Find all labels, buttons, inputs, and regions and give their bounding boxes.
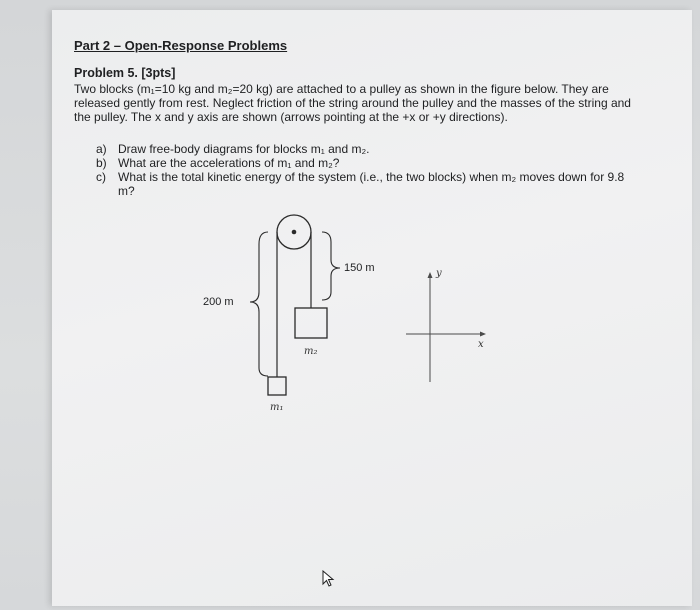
- block-m2: [295, 308, 327, 338]
- mouse-cursor-icon: [322, 570, 336, 588]
- problem-statement: Two blocks (m₁=10 kg and m₂=20 kg) are attached to a pulley as shown in the figure below. They are released gently from rest. Neglect friction of the string around the pulley and the masses of the string and the pulley. The x and y axis are shown (arrows pointing at the +x or +y directions).: [74, 82, 631, 124]
- label-150m: 150 m: [344, 262, 375, 274]
- block-m1: [268, 377, 286, 395]
- question-label: a): [96, 142, 107, 156]
- problem-title: Problem 5. [3pts]: [74, 66, 176, 80]
- x-axis-arrow: [480, 332, 486, 337]
- brace-200m: [250, 232, 268, 376]
- pulley-axle: [292, 230, 297, 235]
- part-title: Part 2 – Open-Response Problems: [74, 38, 288, 53]
- label-x-axis: x: [478, 339, 484, 350]
- y-axis-arrow: [428, 272, 433, 278]
- question-text: What is the total kinetic energy of the system (i.e., the two blocks) when m₂ moves down for 9.8 m?: [118, 170, 625, 198]
- label-m2: m₂: [304, 346, 318, 357]
- question-label: c): [96, 170, 106, 184]
- brace-150m: [322, 232, 340, 300]
- label-m1: m₁: [270, 402, 284, 413]
- question-text: What are the accelerations of m₁ and m₂?: [118, 156, 340, 170]
- question-label: b): [96, 156, 107, 170]
- question-text: Draw free-body diagrams for blocks m₁ and m₂.: [118, 142, 370, 156]
- label-200m: 200 m: [203, 296, 234, 308]
- label-y-axis: y: [436, 268, 442, 279]
